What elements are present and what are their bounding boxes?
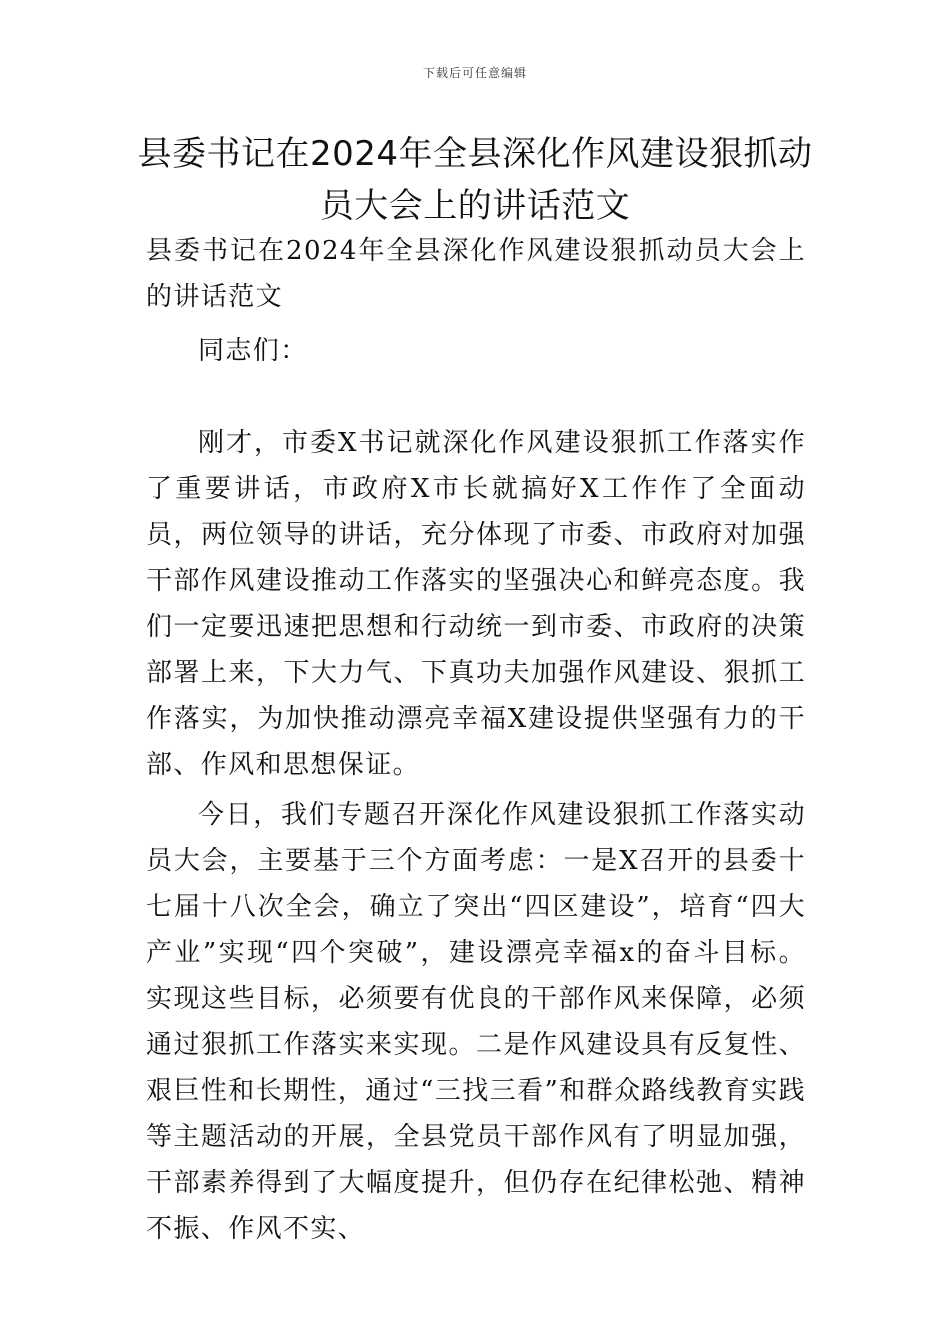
paragraph-spacer bbox=[146, 374, 806, 420]
body-paragraph-2: 今日，我们专题召开深化作风建设狠抓工作落实动员大会，主要基于三个方面考虑：一是X召开的县委十七届十八次全会，确立了突出“四区建设”，培育“四大产业”实现“四个突破”，建设漂亮幸福x的奋斗目标。实现这些目标，必须要有优良的干部作风来保障，必须通过狠抓工作落实来实现。二是作风建设具有反复性、艰巨性和长期性，通过“三找三看”和群众路线教育实践等主题活动的开展，全县党员干部作风有了明显加强，干部素养得到了大幅度提升，但仍存在纪律松弛、精神不振、作风不实、 bbox=[146, 800, 806, 1244]
greeting: 同志们： bbox=[198, 336, 308, 366]
document-body bbox=[146, 228, 806, 1252]
body-paragraph-1: 刚才，市委X书记就深化作风建设狠抓工作落实作了重要讲话，市政府X市长就搞好X工作作了全面动员，两位领导的讲话，充分体现了市委、市政府对加强干部作风建设推动工作落实的坚强决心和鲜亮态度。我们一定要迅速把思想和行动统一到市委、市政府的决策部署上来，下大力气、下真功夫加强作风建设、狠抓工作落实，为加快推动漂亮幸福X建设提供坚强有力的干部、作风和思想保证。 bbox=[146, 428, 806, 780]
document-title: 县委书记在2024年全县深化作风建设狠抓动员大会上的讲话范文 bbox=[137, 134, 813, 226]
document-subtitle: 县委书记在2024年全县深化作风建设狠抓动员大会上的讲话范文 bbox=[146, 236, 806, 312]
header-note: 下载后可任意编辑 bbox=[422, 66, 527, 80]
